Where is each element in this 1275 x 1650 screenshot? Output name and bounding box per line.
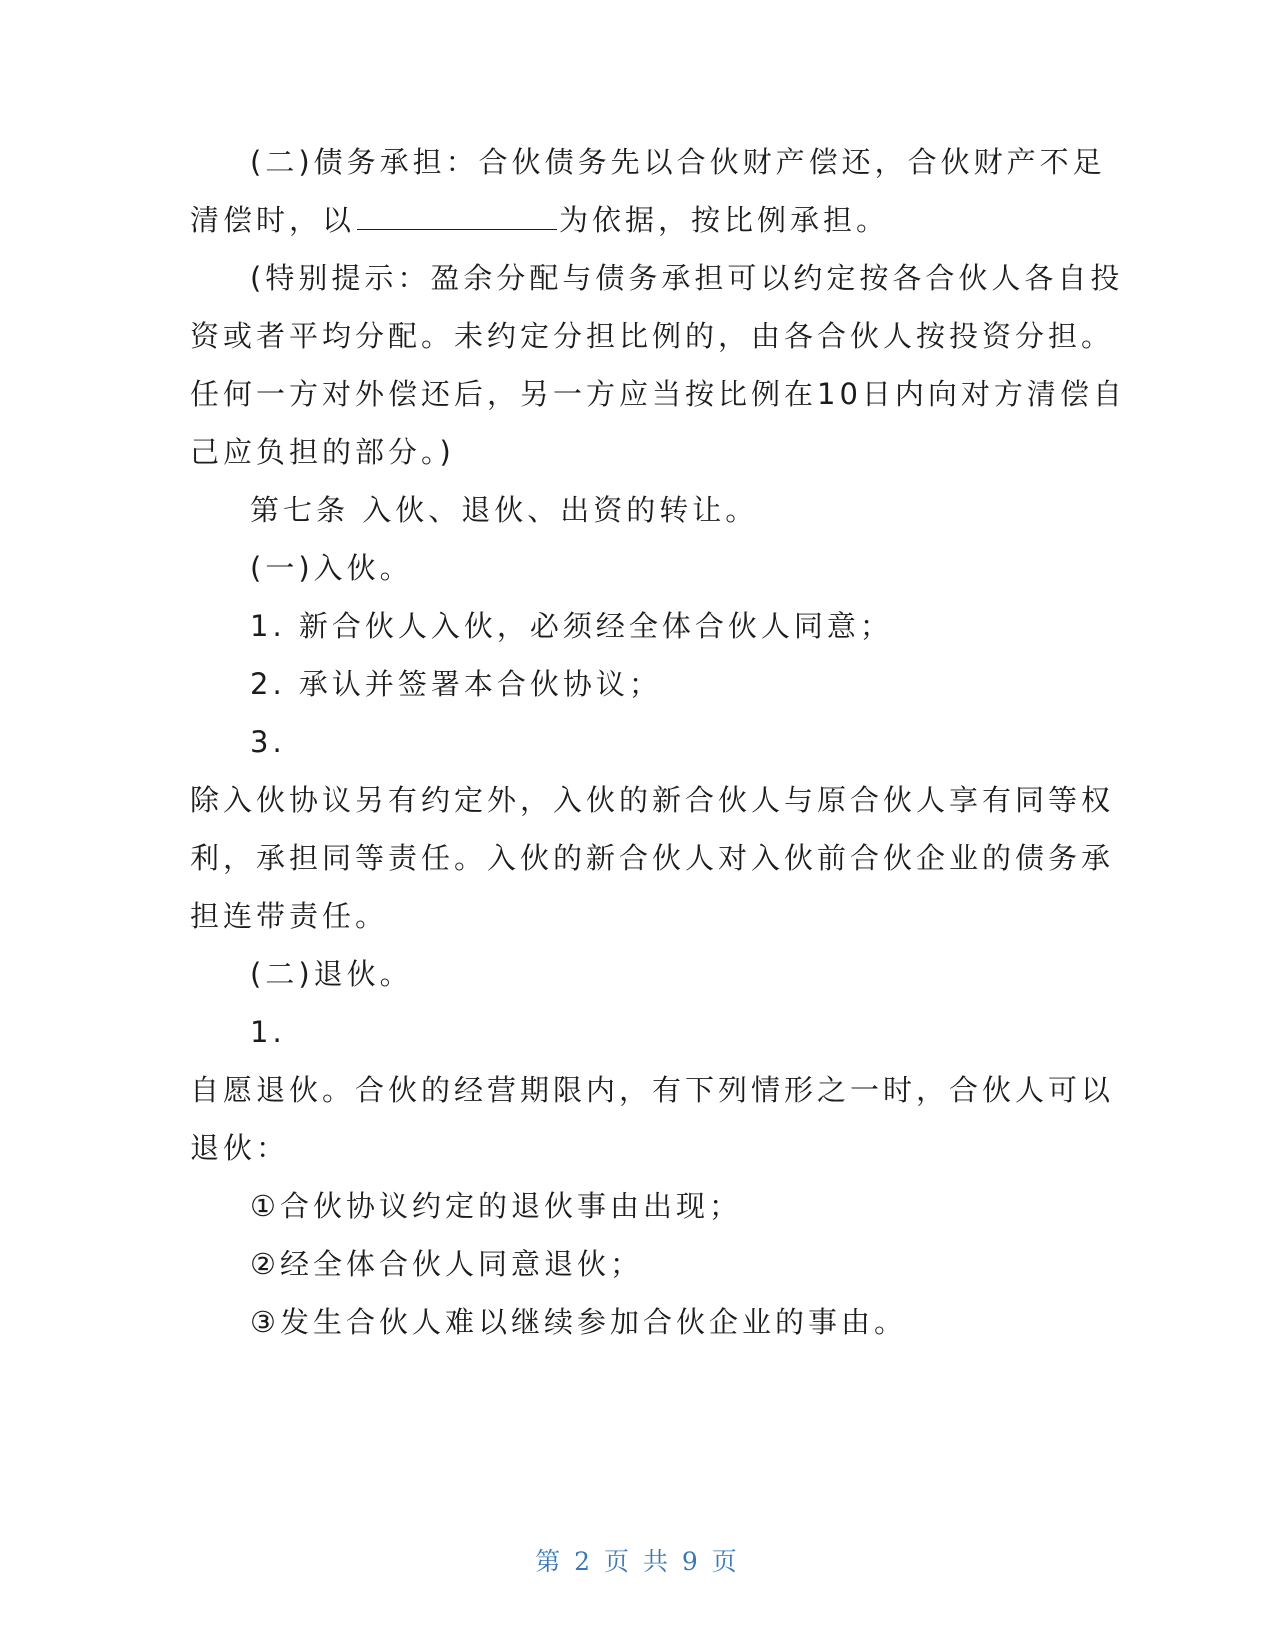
debt-heading-line: (二)债务承担：合伙债务先以合伙财产偿还，合伙财产不足 — [250, 145, 1106, 179]
special-note-line-2: 资或者平均分配。未约定分担比例的，由各合伙人按投资分担。 — [190, 319, 1115, 353]
join-item-1: 1. 新合伙人入伙，必须经全体合伙人同意； — [250, 609, 893, 643]
join-item-3-line-3: 担连带责任。 — [190, 899, 389, 933]
debt-line-2-before: 清偿时，以 — [190, 203, 356, 237]
join-item-3-line-1: 除入伙协议另有约定外，入伙的新合伙人与原合伙人享有同等权 — [190, 783, 1115, 817]
article-7-heading: 第七条 入伙、退伙、出资的转让。 — [250, 493, 759, 527]
withdraw-circumstance-2: ②经全体合伙人同意退伙； — [250, 1247, 643, 1281]
debt-line-2 — [190, 200, 889, 240]
withdraw-heading: (二)退伙。 — [250, 957, 413, 991]
special-note-line-4: 己应负担的部分。) — [190, 435, 455, 469]
fill-in-blank — [357, 201, 557, 230]
special-note-line-3: 任何一方对外偿还后，另一方应当按比例在10日内向对方清偿自 — [190, 377, 1126, 411]
join-item-2: 2. 承认并签署本合伙协议； — [250, 667, 662, 701]
join-item-3-number: 3. — [250, 725, 286, 759]
withdraw-circumstance-1: ①合伙协议约定的退伙事由出现； — [250, 1189, 742, 1223]
page-number-footer: 第 2 页 共 9 页 — [535, 1547, 740, 1576]
withdraw-item-1-number: 1. — [250, 1015, 286, 1049]
withdraw-item-1-line-2: 退伙： — [190, 1131, 290, 1165]
join-item-3-line-2: 利，承担同等责任。入伙的新合伙人对入伙前合伙企业的债务承 — [190, 841, 1115, 875]
withdraw-circumstance-3: ③发生合伙人难以继续参加合伙企业的事由。 — [250, 1305, 907, 1339]
special-note-line-1: (特别提示：盈余分配与债务承担可以约定按各合伙人各自投 — [250, 261, 1124, 295]
join-heading: (一)入伙。 — [250, 551, 413, 585]
debt-line-2-after: 为依据，按比例承担。 — [559, 203, 890, 237]
withdraw-item-1-line-1: 自愿退伙。合伙的经营期限内，有下列情形之一时，合伙人可以 — [190, 1073, 1115, 1107]
